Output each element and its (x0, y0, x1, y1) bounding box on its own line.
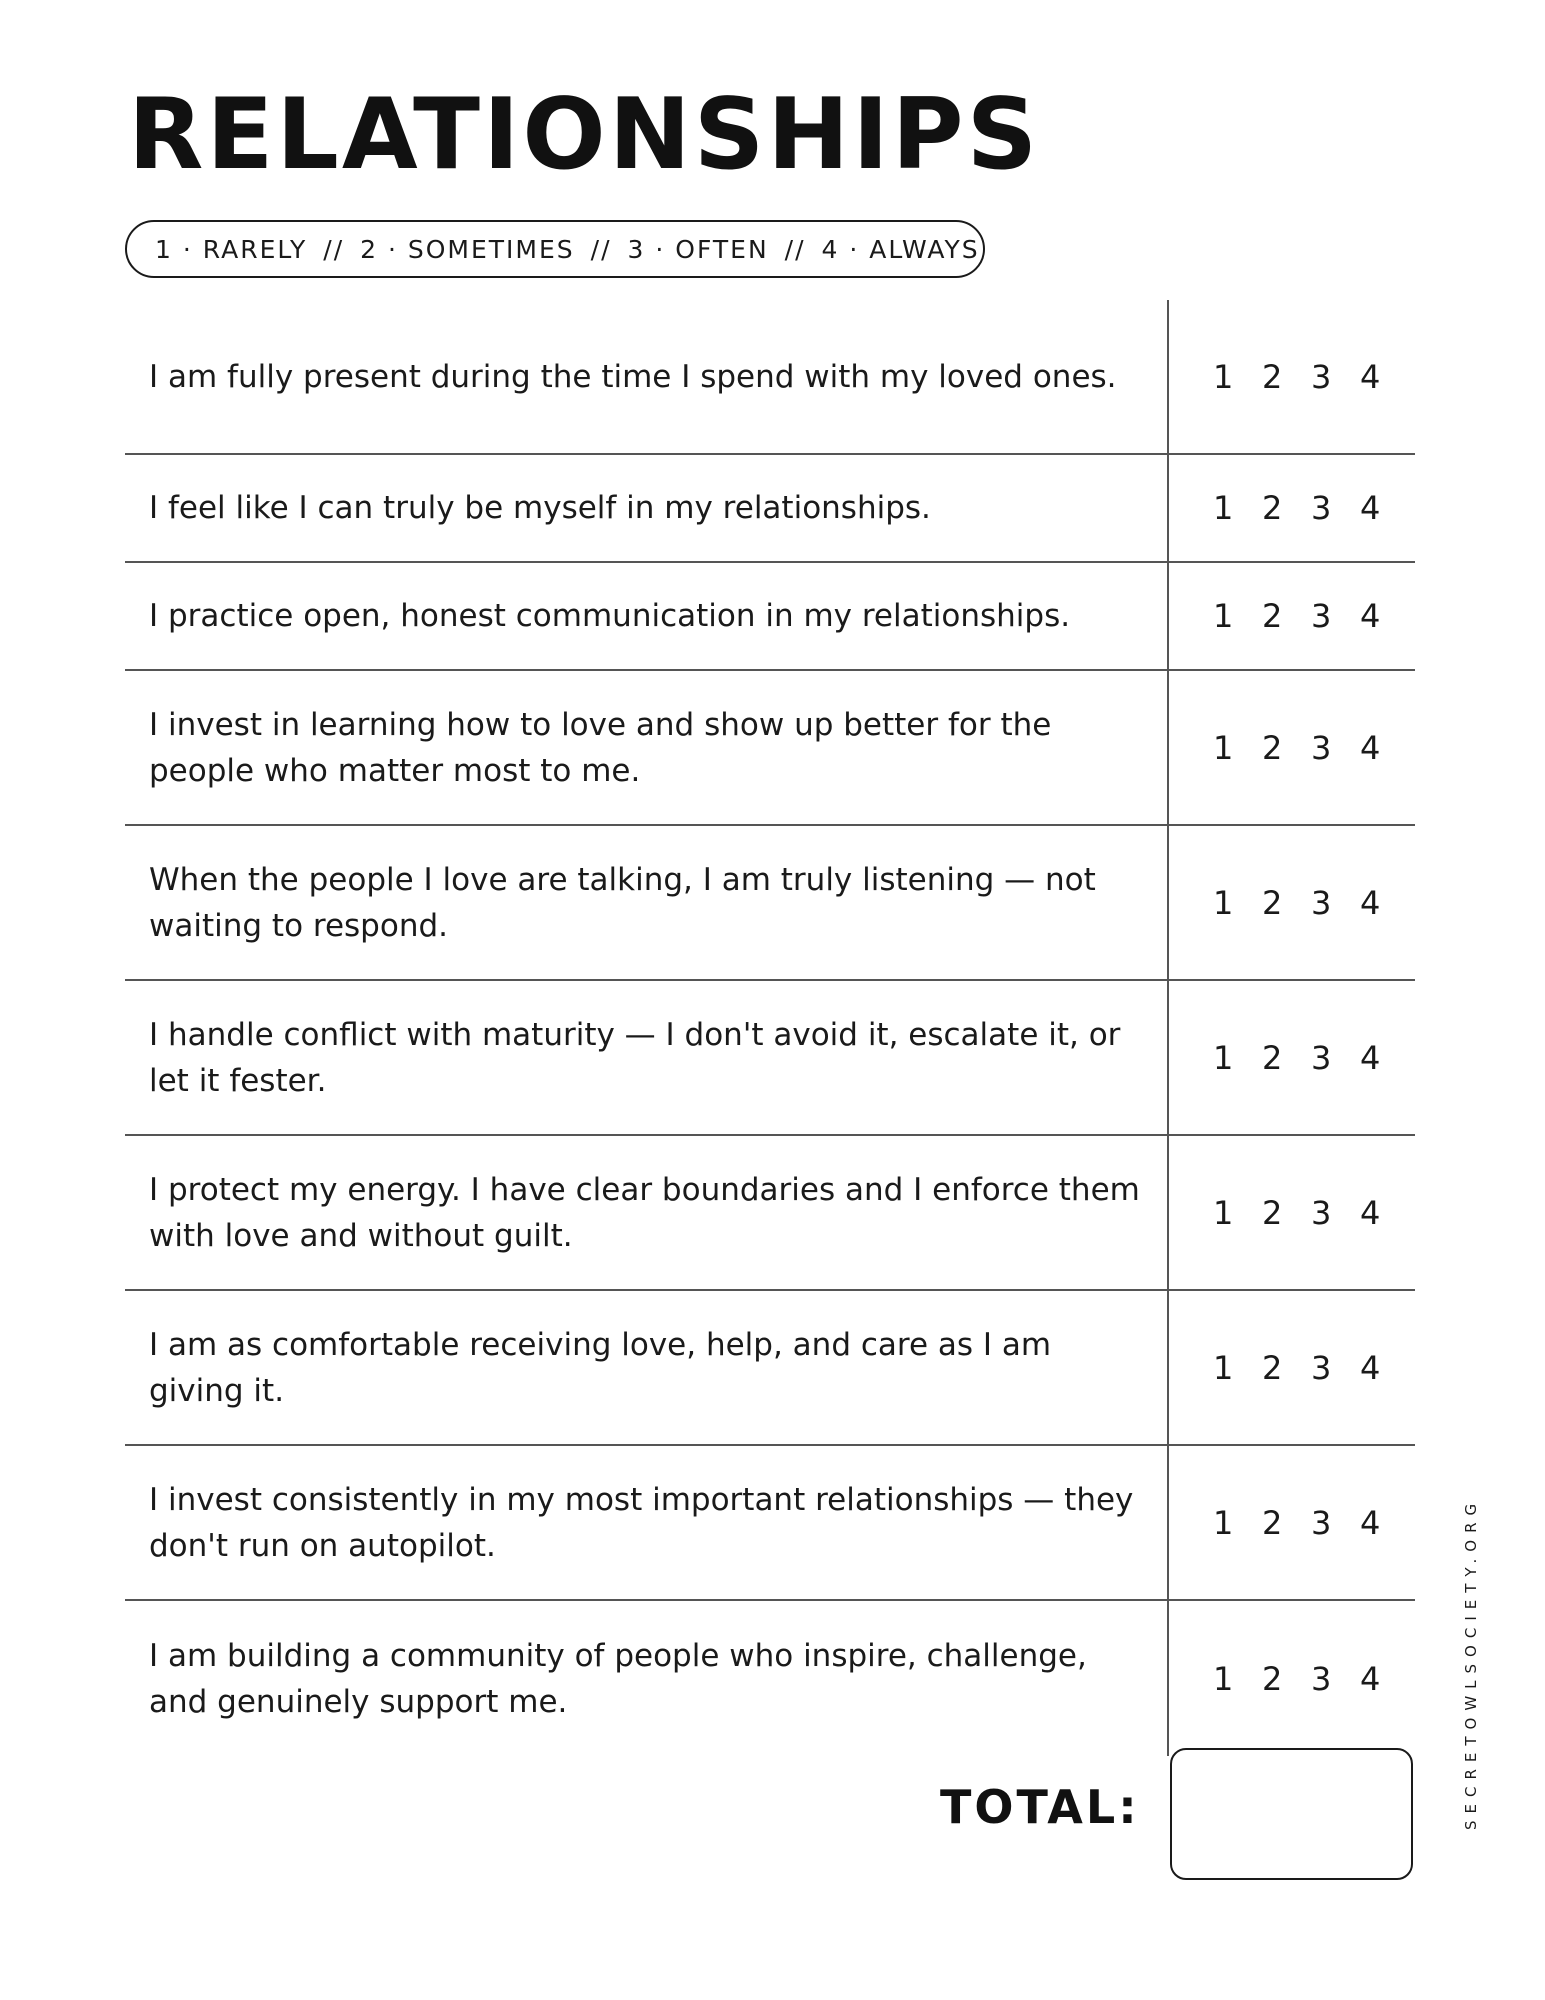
rating-option-2[interactable]: 2 (1262, 1659, 1283, 1698)
statement-table (125, 300, 1415, 1756)
statement-text: I practice open, honest communication in my relationships. (125, 563, 1169, 669)
statement-row (125, 563, 1415, 671)
rating-option-3[interactable]: 3 (1311, 357, 1332, 396)
rating-option-4[interactable]: 4 (1360, 1348, 1381, 1387)
statement-row (125, 826, 1415, 981)
rating-option-1[interactable]: 1 (1213, 597, 1234, 635)
page-title: RELATIONSHIPS (128, 78, 1041, 192)
rating-option-3[interactable]: 3 (1311, 597, 1332, 635)
scale-separator: // (590, 234, 612, 264)
rating-option-1[interactable]: 1 (1213, 1348, 1234, 1387)
rating-option-4[interactable]: 4 (1360, 597, 1381, 635)
rating-option-2[interactable]: 2 (1262, 883, 1283, 922)
rating-option-1[interactable]: 1 (1213, 1193, 1234, 1232)
total-label: TOTAL: (940, 1780, 1140, 1834)
rating-options (1169, 826, 1415, 979)
rating-options (1169, 563, 1415, 669)
rating-option-4[interactable]: 4 (1360, 489, 1381, 527)
scale-item-rarely: 1 · RARELY (155, 234, 308, 264)
rating-option-1[interactable]: 1 (1213, 883, 1234, 922)
statement-text: I handle conflict with maturity — I don't avoid it, escalate it, or let it fester. (125, 981, 1169, 1134)
rating-option-1[interactable]: 1 (1213, 489, 1234, 527)
rating-option-3[interactable]: 3 (1311, 489, 1332, 527)
rating-scale-legend (125, 220, 985, 278)
rating-option-1[interactable]: 1 (1213, 728, 1234, 767)
rating-option-2[interactable]: 2 (1262, 597, 1283, 635)
rating-option-4[interactable]: 4 (1360, 1503, 1381, 1542)
statement-row (125, 455, 1415, 563)
rating-option-4[interactable]: 4 (1360, 357, 1381, 396)
statement-text: I am fully present during the time I spend with my loved ones. (125, 300, 1169, 453)
rating-option-3[interactable]: 3 (1311, 1348, 1332, 1387)
rating-option-4[interactable]: 4 (1360, 1193, 1381, 1232)
rating-option-3[interactable]: 3 (1311, 1038, 1332, 1077)
rating-option-2[interactable]: 2 (1262, 1193, 1283, 1232)
rating-option-3[interactable]: 3 (1311, 1659, 1332, 1698)
rating-options (1169, 1446, 1415, 1599)
rating-option-3[interactable]: 3 (1311, 1193, 1332, 1232)
rating-option-2[interactable]: 2 (1262, 728, 1283, 767)
rating-options (1169, 455, 1415, 561)
total-score-box[interactable] (1170, 1748, 1413, 1880)
scale-item-sometimes: 2 · SOMETIMES (360, 234, 575, 264)
rating-option-1[interactable]: 1 (1213, 1038, 1234, 1077)
statement-row (125, 1136, 1415, 1291)
statement-row (125, 981, 1415, 1136)
statement-text: I am building a community of people who inspire, challenge, and genuinely support me. (125, 1601, 1169, 1756)
rating-option-2[interactable]: 2 (1262, 357, 1283, 396)
scale-separator: // (323, 234, 345, 264)
statement-text: I invest consistently in my most important relationships — they don't run on autopilot. (125, 1446, 1169, 1599)
scale-item-always: 4 · ALWAYS (821, 234, 980, 264)
statement-text: I protect my energy. I have clear boundaries and I enforce them with love and without guilt. (125, 1136, 1169, 1289)
rating-option-2[interactable]: 2 (1262, 1038, 1283, 1077)
statement-row (125, 671, 1415, 826)
rating-option-2[interactable]: 2 (1262, 489, 1283, 527)
rating-options (1169, 981, 1415, 1134)
rating-option-2[interactable]: 2 (1262, 1348, 1283, 1387)
statement-row (125, 1291, 1415, 1446)
rating-options (1169, 671, 1415, 824)
rating-option-1[interactable]: 1 (1213, 357, 1234, 396)
rating-option-1[interactable]: 1 (1213, 1659, 1234, 1698)
rating-option-4[interactable]: 4 (1360, 1038, 1381, 1077)
rating-option-1[interactable]: 1 (1213, 1503, 1234, 1542)
statement-text: I invest in learning how to love and show up better for the people who matter most to me. (125, 671, 1169, 824)
scale-separator: // (784, 234, 806, 264)
statement-text: I am as comfortable receiving love, help, and care as I am giving it. (125, 1291, 1169, 1444)
statement-row (125, 1601, 1415, 1756)
statement-row (125, 300, 1415, 455)
rating-options (1169, 300, 1415, 453)
scale-item-often: 3 · OFTEN (627, 234, 769, 264)
rating-option-4[interactable]: 4 (1360, 1659, 1381, 1698)
rating-options (1169, 1136, 1415, 1289)
rating-option-3[interactable]: 3 (1311, 728, 1332, 767)
statement-row (125, 1446, 1415, 1601)
rating-option-4[interactable]: 4 (1360, 728, 1381, 767)
rating-option-4[interactable]: 4 (1360, 883, 1381, 922)
statement-text: I feel like I can truly be myself in my relationships. (125, 455, 1169, 561)
rating-options (1169, 1601, 1415, 1756)
rating-option-3[interactable]: 3 (1311, 883, 1332, 922)
statement-text: When the people I love are talking, I am truly listening — not waiting to respond. (125, 826, 1169, 979)
brand-url: SECRETOWLSOCIETY.ORG (1462, 1496, 1480, 1830)
rating-option-3[interactable]: 3 (1311, 1503, 1332, 1542)
rating-option-2[interactable]: 2 (1262, 1503, 1283, 1542)
rating-options (1169, 1291, 1415, 1444)
